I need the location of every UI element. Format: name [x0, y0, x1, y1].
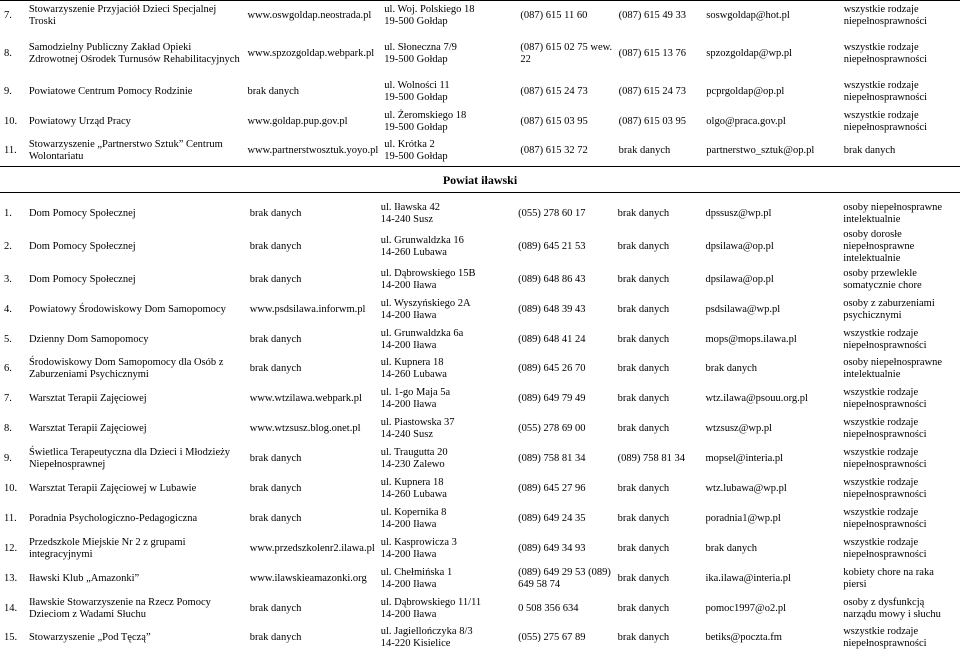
phone-cell: (089) 648 39 43	[518, 304, 586, 315]
phone-cell: (089) 649 24 35	[518, 513, 586, 524]
directory-table-goldap	[0, 0, 960, 166]
disability-scope-cell: wszystkie rodzaje niepełnosprawności	[843, 625, 927, 649]
street-line: ul. Kupnera 18	[380, 477, 444, 488]
table-row	[0, 354, 960, 384]
phone-cell: (087) 615 03 95	[520, 115, 588, 127]
postal-line: 19-500 Gołdap	[384, 92, 448, 103]
address-cell	[381, 136, 517, 166]
disability-scope-cell: kobiety chore na raka piersi	[843, 567, 934, 590]
phone-cell: (089) 758 81 34	[518, 453, 586, 464]
section-divider	[0, 192, 960, 193]
email-cell[interactable]: betiks@poczta.fm	[705, 631, 782, 643]
row-number-cell: 11.	[4, 145, 17, 156]
postal-line: 19-500 Gołdap	[384, 54, 448, 65]
address-cell	[378, 624, 515, 651]
street-line: ul. 1-go Maja 5a	[380, 387, 451, 398]
institution-name-cell: Powiatowe Centrum Pomocy Rodzinie	[28, 86, 193, 97]
row-number-cell: 10.	[4, 115, 18, 127]
website-cell[interactable]: brak danych	[249, 274, 302, 285]
fax-cell: brak danych	[617, 543, 670, 554]
phone-cell: (087) 615 11 60	[520, 9, 588, 21]
row-number-cell: 10.	[4, 483, 18, 494]
website-cell[interactable]: brak danych	[249, 241, 302, 252]
institution-name-cell: Stowarzyszenie Przyjaciół Dzieci Specjalnej Troski	[28, 3, 217, 27]
table-row	[0, 474, 960, 504]
website-cell[interactable]: www.przedszkolenr2.ilawa.pl	[249, 543, 375, 554]
row-number-cell: 6.	[4, 363, 12, 374]
email-cell[interactable]: mopsel@interia.pl	[705, 453, 784, 464]
street-line: ul. Kasprowicza 3	[380, 537, 457, 548]
street-line: ul. Grunwaldzka 6a	[380, 327, 464, 339]
institution-name-cell: Iławski Klub „Amazonki”	[28, 573, 140, 584]
email-cell[interactable]: wtz.ilawa@psouu.org.pl	[705, 393, 808, 404]
address-cell	[381, 31, 517, 77]
address-cell	[378, 504, 515, 534]
disability-scope-cell: osoby z zaburzeniami psychicznymi	[843, 298, 935, 321]
address-cell	[378, 564, 515, 594]
row-number-cell: 8.	[4, 423, 12, 434]
fax-cell: brak danych	[617, 513, 670, 524]
disability-scope-cell: wszystkie rodzaje niepełnosprawności	[843, 387, 927, 410]
website-cell[interactable]: brak danych	[249, 208, 302, 219]
institution-name-cell: Dzienny Dom Samopomocy	[28, 333, 149, 345]
table-row	[0, 624, 960, 651]
postal-line: 19-500 Gołdap	[384, 151, 448, 162]
fax-cell: brak danych	[617, 363, 670, 374]
disability-scope-cell: wszystkie rodzaje niepełnosprawności	[843, 42, 928, 65]
email-cell[interactable]: brak danych	[705, 543, 758, 554]
row-number-cell: 9.	[4, 453, 12, 464]
website-cell[interactable]: www.ilawskieamazonki.org	[249, 573, 367, 584]
postal-line: 14-200 Iława	[380, 339, 437, 351]
institution-name-cell: Warsztat Terapii Zajęciowej w Lubawie	[28, 483, 197, 494]
website-cell[interactable]: brak danych	[249, 513, 302, 524]
fax-cell: brak danych	[618, 145, 671, 156]
street-line: ul. Krótka 2	[384, 139, 435, 150]
email-cell[interactable]: pomoc1997@o2.pl	[705, 603, 786, 614]
row-number-cell: 12.	[4, 543, 18, 554]
institution-name-cell: Warsztat Terapii Zajęciowej	[28, 393, 147, 404]
postal-line: 14-200 Iława	[380, 579, 437, 590]
email-cell[interactable]: poradnia1@wp.pl	[705, 513, 781, 524]
street-line: ul. Grunwaldzka 16	[380, 235, 464, 246]
institution-name-cell: Przedszkole Miejskie Nr 2 z grupami integracyjnymi	[28, 537, 186, 560]
fax-cell: (087) 615 49 33	[618, 9, 687, 21]
table-row	[0, 384, 960, 414]
table-row	[0, 295, 960, 325]
disability-scope-cell: wszystkie rodzaje niepełnosprawności	[843, 327, 927, 351]
street-line: ul. Kupnera 18	[380, 357, 444, 368]
institution-name-cell: Samodzielny Publiczny Zakład Opieki Zdrowotnej Ośrodek Turnusów Rehabilitacyjnych	[28, 42, 240, 65]
disability-scope-cell: wszystkie rodzaje niepełnosprawności	[843, 80, 928, 103]
institution-name-cell: Iławskie Stowarzyszenie na Rzecz Pomocy Dzieciom z Wadami Słuchu	[28, 597, 211, 620]
postal-line: 14-200 Iława	[380, 280, 437, 291]
directory-table-ilawa	[0, 199, 960, 651]
table-row	[0, 504, 960, 534]
website-cell[interactable]: brak danych	[249, 603, 302, 614]
table-row	[0, 107, 960, 136]
postal-line: 14-220 Kisielice	[380, 637, 451, 649]
street-line: ul. Żeromskiego 18	[384, 109, 467, 121]
address-cell	[381, 0, 517, 31]
phone-cell: (055) 275 67 89	[518, 631, 586, 643]
address-cell	[378, 594, 515, 624]
fax-cell: (089) 758 81 34	[617, 453, 685, 464]
phone-cell: (055) 278 60 17	[518, 208, 586, 219]
institution-name-cell: Świetlica Terapeutyczna dla Dzieci i Młodzieży Niepełnosprawnej	[28, 447, 231, 470]
postal-line: 19-500 Gołdap	[384, 121, 448, 133]
street-line: ul. Dąbrowskiego 11/11	[380, 597, 482, 608]
street-line: ul. Piastowska 37	[380, 417, 455, 428]
disability-scope-cell: wszystkie rodzaje niepełnosprawności	[843, 109, 928, 133]
table-row	[0, 0, 960, 31]
fax-cell: brak danych	[617, 423, 670, 434]
institution-name-cell: Powiatowy Urząd Pracy	[28, 115, 131, 127]
address-cell	[381, 77, 517, 107]
postal-line: 14-260 Lubawa	[380, 489, 447, 500]
street-line: ul. Kopernika 8	[380, 507, 447, 518]
table-row	[0, 77, 960, 107]
fax-cell: (087) 615 13 76	[618, 48, 687, 59]
email-cell[interactable]: partnerstwo_sztuk@op.pl	[706, 145, 815, 156]
postal-line: 14-200 Iława	[380, 549, 437, 560]
street-line: ul. Iławska 42	[380, 202, 440, 213]
email-cell[interactable]: dpsilawa@op.pl	[705, 241, 774, 252]
disability-scope-cell: brak danych	[843, 145, 896, 156]
fax-cell: brak danych	[617, 304, 670, 315]
disability-scope-cell: wszystkie rodzaje niepełnosprawności	[843, 537, 927, 560]
postal-line: 14-240 Susz	[380, 214, 433, 225]
disability-scope-cell: osoby niepełnosprawne intelektualnie	[843, 202, 943, 225]
street-line: ul. Woj. Polskiego 18	[384, 3, 475, 15]
row-number-cell: 4.	[4, 304, 12, 315]
section-heading: Powiat iławski	[442, 173, 518, 187]
row-number-cell: 8.	[4, 48, 12, 59]
institution-name-cell: Stowarzyszenie „Pod Tęczą”	[28, 631, 151, 643]
table-row	[0, 265, 960, 295]
street-line: ul. Wyszyńskiego 2A	[380, 298, 471, 309]
postal-line: 14-260 Lubawa	[380, 247, 447, 258]
website-cell[interactable]: brak danych	[247, 86, 300, 97]
website-cell[interactable]: www.wtzilawa.webpark.pl	[249, 393, 362, 404]
fax-cell: brak danych	[617, 631, 670, 643]
disability-scope-cell: wszystkie rodzaje niepełnosprawności	[843, 3, 928, 27]
postal-line: 14-200 Iława	[380, 519, 437, 530]
postal-line: 14-200 Iława	[380, 310, 437, 321]
address-cell	[378, 325, 515, 354]
phone-cell: (089) 649 29 53 (089) 649 58 74	[518, 567, 611, 590]
row-number-cell: 2.	[4, 241, 12, 252]
row-number-cell: 11.	[4, 513, 17, 524]
institution-name-cell: Stowarzyszenie „Partnerstwo Sztuk” Centrum Wolontariatu	[28, 139, 223, 162]
row-number-cell: 9.	[4, 86, 12, 97]
fax-cell: brak danych	[617, 603, 670, 614]
disability-scope-cell: osoby przewlekle somatycznie chore	[843, 268, 922, 291]
table-row	[0, 444, 960, 474]
email-cell[interactable]: soswgoldap@hot.pl	[706, 9, 790, 21]
website-cell[interactable]: www.goldap.pup.gov.pl	[247, 115, 348, 127]
row-number-cell: 7.	[4, 9, 12, 21]
street-line: ul. Chełmińska 1	[380, 567, 453, 578]
phone-cell: (089) 645 26 70	[518, 363, 586, 374]
postal-line: 14-240 Susz	[380, 429, 433, 440]
disability-scope-cell: osoby niepełnosprawne intelektualnie	[843, 357, 943, 380]
street-line: ul. Słoneczna 7/9	[384, 42, 457, 53]
row-number-cell: 15.	[4, 631, 18, 643]
street-line: ul. Traugutta 20	[380, 447, 448, 458]
table-row	[0, 534, 960, 564]
table-row	[0, 229, 960, 265]
email-cell[interactable]: brak danych	[705, 363, 758, 374]
fax-cell: brak danych	[617, 333, 670, 345]
table-row	[0, 325, 960, 354]
fax-cell: (087) 615 03 95	[618, 115, 687, 127]
institution-name-cell: Dom Pomocy Społecznej	[28, 274, 136, 285]
address-cell	[378, 229, 515, 265]
website-cell[interactable]: www.partnerstwosztuk.yoyo.pl	[247, 145, 379, 156]
disability-scope-cell: wszystkie rodzaje niepełnosprawności	[843, 477, 927, 500]
table-row	[0, 564, 960, 594]
fax-cell: brak danych	[617, 208, 670, 219]
row-number-cell: 7.	[4, 393, 12, 404]
disability-scope-cell: osoby z dysfunkcją narządu mowy i słuchu	[843, 597, 941, 620]
email-cell[interactable]: dpsilawa@op.pl	[705, 274, 774, 285]
email-cell[interactable]: dpssusz@wp.pl	[705, 208, 772, 219]
street-line: ul. Dąbrowskiego 15B	[380, 268, 476, 279]
table-row	[0, 414, 960, 444]
phone-cell: (089) 645 27 96	[518, 483, 586, 494]
fax-cell: brak danych	[617, 274, 670, 285]
address-cell	[378, 354, 515, 384]
phone-cell: (089) 649 34 93	[518, 543, 586, 554]
website-cell[interactable]: www.oswgoldap.neostrada.pl	[247, 9, 372, 21]
email-cell[interactable]: wtzsusz@wp.pl	[705, 423, 772, 434]
phone-cell: (087) 615 24 73	[520, 86, 588, 97]
row-number-cell: 14.	[4, 603, 18, 614]
email-cell[interactable]: ika.ilawa@interia.pl	[705, 573, 791, 584]
phone-cell: (089) 649 79 49	[518, 393, 586, 404]
section-divider	[0, 166, 960, 167]
fax-cell: brak danych	[617, 483, 670, 494]
address-cell	[378, 384, 515, 414]
address-cell	[381, 107, 517, 136]
email-cell[interactable]: olgo@praca.gov.pl	[706, 115, 786, 127]
website-cell[interactable]: www.spzozgoldap.webpark.pl	[247, 48, 375, 59]
website-cell[interactable]: brak danych	[249, 483, 302, 494]
phone-cell: (087) 615 02 75 wew. 22	[520, 42, 613, 65]
table-row	[0, 199, 960, 229]
address-cell	[378, 199, 515, 229]
institution-name-cell: Powiatowy Środowiskowy Dom Samopomocy	[28, 304, 226, 315]
email-cell[interactable]: spzozgoldap@wp.pl	[706, 48, 793, 59]
table-row	[0, 136, 960, 166]
phone-cell: (089) 648 41 24	[518, 333, 586, 345]
postal-line: 14-200 Iława	[380, 609, 437, 620]
fax-cell: brak danych	[617, 241, 670, 252]
address-cell	[378, 444, 515, 474]
postal-line: 14-230 Zalewo	[380, 459, 445, 470]
table-row	[0, 31, 960, 77]
row-number-cell: 1.	[4, 208, 12, 219]
address-cell	[378, 265, 515, 295]
disability-scope-cell: osoby dorosłe niepełnosprawne intelektualnie	[843, 229, 915, 264]
phone-cell: (055) 278 69 00	[518, 423, 586, 434]
table-row	[0, 594, 960, 624]
row-number-cell: 13.	[4, 573, 18, 584]
website-cell[interactable]: brak danych	[249, 631, 302, 643]
phone-cell: (089) 645 21 53	[518, 241, 586, 252]
postal-line: 19-500 Gołdap	[384, 15, 448, 27]
institution-name-cell: Środowiskowy Dom Samopomocy dla Osób z Zaburzeniami Psychicznymi	[28, 357, 224, 380]
website-cell[interactable]: www.wtzsusz.blog.onet.pl	[249, 423, 361, 434]
fax-cell: (087) 615 24 73	[618, 86, 687, 97]
email-cell[interactable]: pcprgoldap@op.pl	[706, 86, 785, 97]
website-cell[interactable]: brak danych	[249, 363, 302, 374]
address-cell	[378, 474, 515, 504]
email-cell[interactable]: wtz.lubawa@wp.pl	[705, 483, 787, 494]
phone-cell: 0 508 356 634	[518, 603, 579, 614]
disability-scope-cell: wszystkie rodzaje niepełnosprawności	[843, 447, 927, 470]
phone-cell: (089) 648 86 43	[518, 274, 586, 285]
email-cell[interactable]: mops@mops.ilawa.pl	[705, 333, 797, 345]
address-cell	[378, 534, 515, 564]
fax-cell: brak danych	[617, 573, 670, 584]
postal-line: 14-200 Iława	[380, 399, 437, 410]
fax-cell: brak danych	[617, 393, 670, 404]
street-line: ul. Jagiellończyka 8/3	[380, 625, 473, 637]
email-cell[interactable]: psdsilawa@wp.pl	[705, 304, 781, 315]
address-cell	[378, 295, 515, 325]
institution-name-cell: Warsztat Terapii Zajęciowej	[28, 423, 147, 434]
postal-line: 14-260 Lubawa	[380, 369, 447, 380]
address-cell	[378, 414, 515, 444]
website-cell[interactable]: brak danych	[249, 453, 302, 464]
street-line: ul. Wolności 11	[384, 80, 450, 91]
institution-name-cell: Dom Pomocy Społecznej	[28, 208, 136, 219]
institution-name-cell: Dom Pomocy Społecznej	[28, 241, 136, 252]
row-number-cell: 5.	[4, 333, 12, 345]
website-cell[interactable]: brak danych	[249, 333, 302, 345]
institution-name-cell: Poradnia Psychologiczno-Pedagogiczna	[28, 513, 198, 524]
disability-scope-cell: wszystkie rodzaje niepełnosprawności	[843, 507, 927, 530]
row-number-cell: 3.	[4, 274, 12, 285]
disability-scope-cell: wszystkie rodzaje niepełnosprawności	[843, 417, 927, 440]
phone-cell: (087) 615 32 72	[520, 145, 588, 156]
website-cell[interactable]: www.psdsilawa.inforwm.pl	[249, 304, 366, 315]
